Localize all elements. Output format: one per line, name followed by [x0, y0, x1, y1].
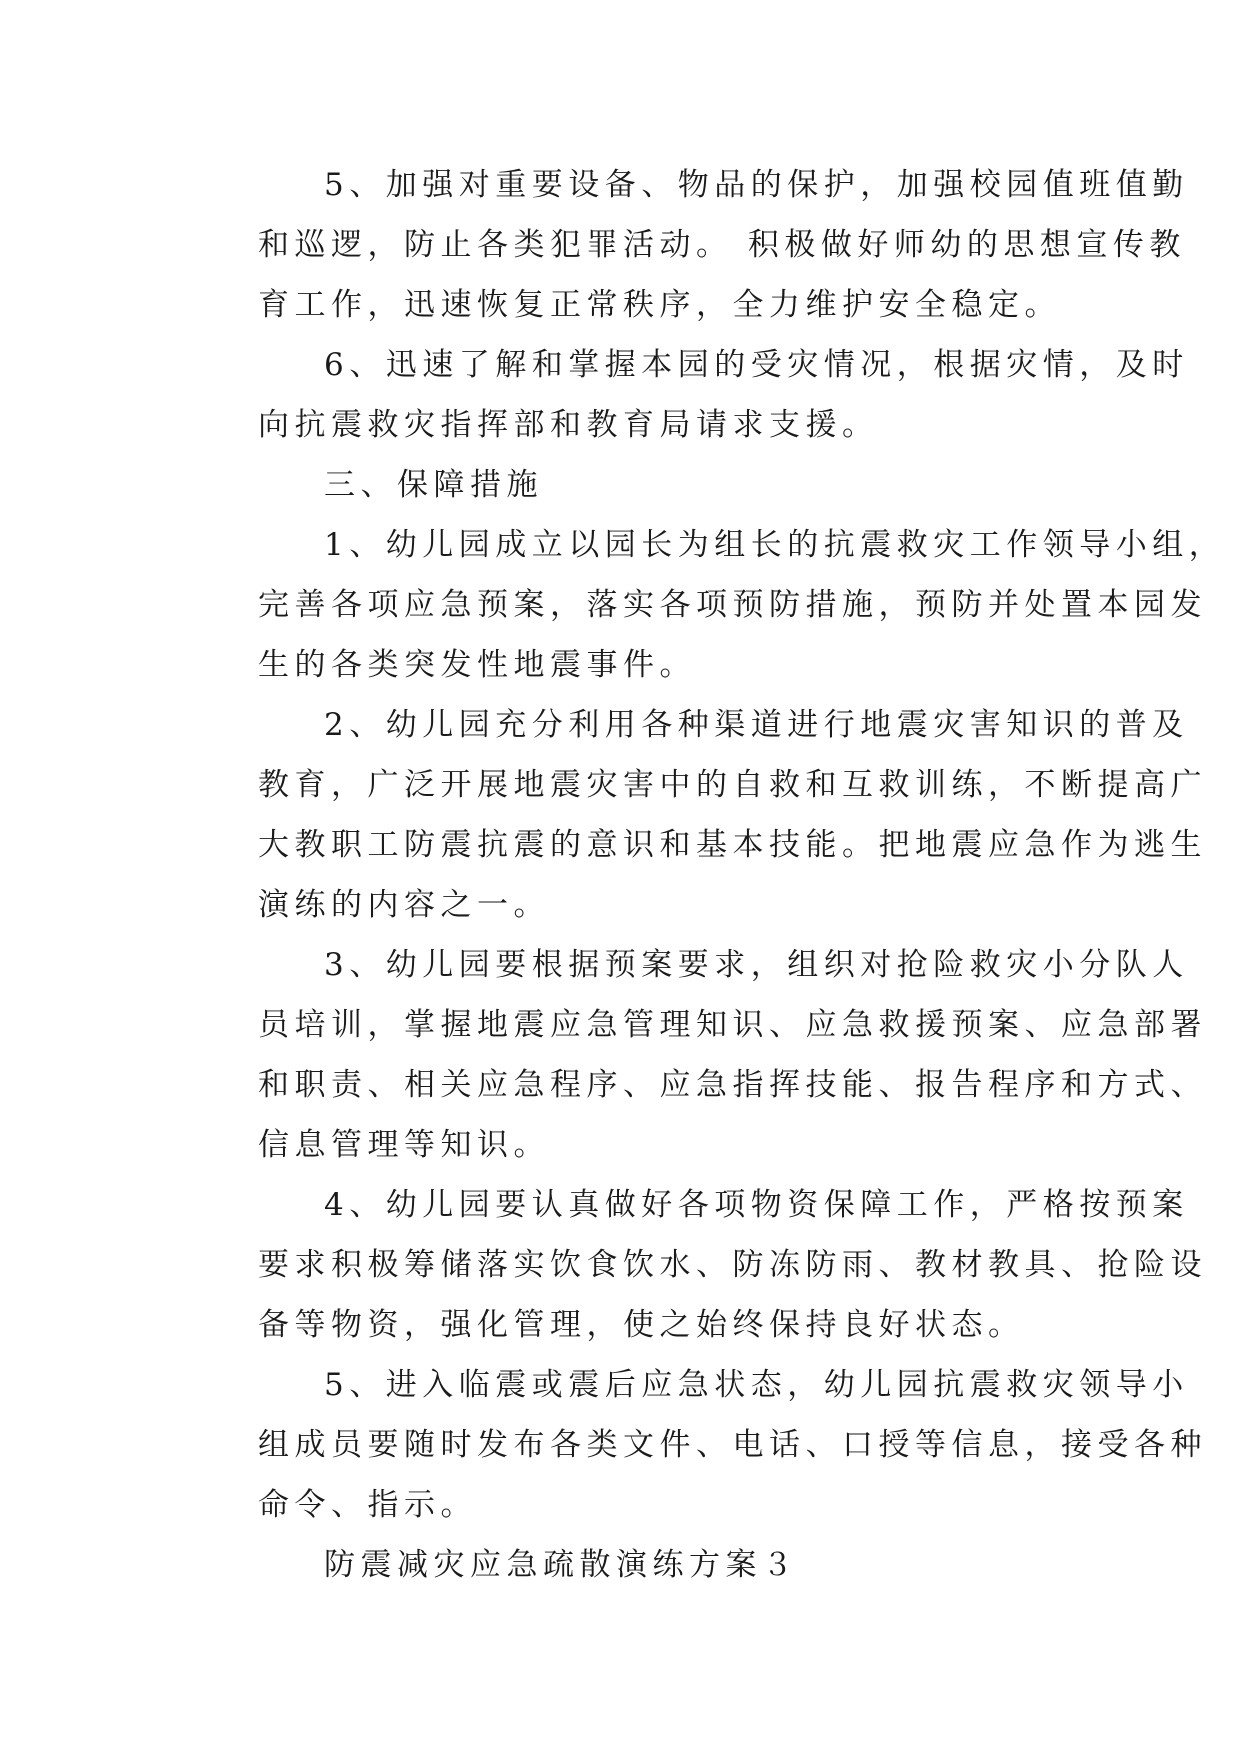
text-line: 三、保障措施	[324, 467, 543, 503]
text-line: 信息管理等知识。	[258, 1127, 550, 1163]
text-line: 大教职工防震抗震的意识和基本技能。把地震应急作为逃生	[258, 827, 1207, 863]
text-line: 生的各类突发性地震事件。	[258, 647, 696, 683]
text-line: 4、幼儿园要认真做好各项物资保障工作，严格按预案	[324, 1187, 1189, 1223]
paragraph-measure-1	[192, 515, 1226, 695]
paragraph-measure-4	[192, 1175, 1207, 1355]
text-line: 演练的内容之一。	[258, 887, 550, 923]
paragraph-measure-5	[192, 1355, 1207, 1535]
paragraph-measure-3	[192, 935, 1207, 1175]
text-line: 组成员要随时发布各类文件、电话、口授等信息，接受各种	[258, 1427, 1207, 1463]
text-line: 2、幼儿园充分利用各种渠道进行地震灾害知识的普及	[324, 707, 1189, 743]
text-line: 6、迅速了解和掌握本园的受灾情况，根据灾情，及时	[324, 347, 1189, 383]
text-line: 完善各项应急预案，落实各项预防措施，预防并处置本园发	[258, 587, 1207, 623]
text-line: 和巡逻，防止各类犯罪活动。 积极做好师幼的思想宣传教	[258, 227, 1186, 263]
paragraph-item-5-protection	[192, 155, 1189, 335]
section-heading-plan-3	[192, 1535, 1062, 1595]
text-line: 向抗震救灾指挥部和教育局请求支援。	[258, 407, 879, 443]
paragraph-item-6-disaster-report	[192, 335, 1189, 455]
text-line: 5、加强对重要设备、物品的保护，加强校园值班值勤	[324, 167, 1189, 203]
text-line: 1、幼儿园成立以园长为组长的抗震救灾工作领导小组，	[324, 527, 1226, 563]
text-line: 命令、指示。	[258, 1487, 477, 1523]
text-line: 3、幼儿园要根据预案要求，组织对抢险救灾小分队人	[324, 947, 1189, 983]
section-heading-safeguard-measures	[192, 455, 1062, 515]
paragraph-measure-2	[192, 695, 1207, 935]
text-line: 防震减灾应急疏散演练方案３	[324, 1547, 799, 1583]
text-line: 备等物资，强化管理，使之始终保持良好状态。	[258, 1307, 1025, 1343]
text-line: 教育，广泛开展地震灾害中的自救和互救训练，不断提高广	[258, 767, 1207, 803]
document-body	[192, 155, 1226, 1595]
text-line: 员培训，掌握地震应急管理知识、应急救援预案、应急部署	[258, 1007, 1207, 1043]
text-line: 和职责、相关应急程序、应急指挥技能、报告程序和方式、	[258, 1067, 1207, 1103]
text-line: 育工作，迅速恢复正常秩序，全力维护安全稳定。	[258, 287, 1061, 323]
text-line: 要求积极筹储落实饮食饮水、防冻防雨、教材教具、抢险设	[258, 1247, 1207, 1283]
text-line: 5、进入临震或震后应急状态，幼儿园抗震救灾领导小	[324, 1367, 1189, 1403]
